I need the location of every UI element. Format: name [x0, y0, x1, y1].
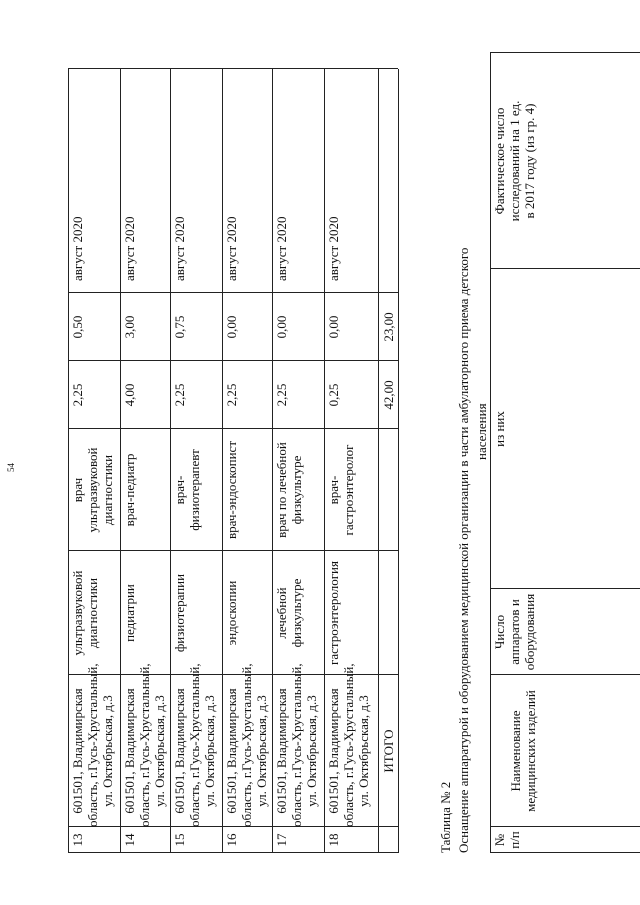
occupied-rates: 0,00: [224, 315, 239, 339]
table-grid-line: [222, 69, 223, 853]
position-line: гастроэнтеролог: [341, 444, 356, 536]
address-line: ул. Октябрьская, д.3: [202, 695, 217, 807]
header-of-them: из них: [492, 411, 507, 447]
target-date: август 2020: [172, 216, 187, 281]
position-line: физиотерапевт: [187, 449, 202, 531]
header-num: №: [492, 833, 507, 847]
table-grid-line: [324, 69, 325, 853]
occupied-rates: 0,75: [172, 315, 187, 339]
header-name: Наименование: [508, 710, 523, 792]
profile-line: эндоскопии: [224, 580, 239, 646]
table-grid-line: [490, 53, 491, 853]
profile-line: диагностики: [85, 577, 100, 649]
profile-line: педиатрии: [122, 584, 137, 642]
total-label: ИТОГО: [381, 729, 396, 773]
staff-rates: 0,25: [326, 383, 341, 407]
address-line: 601501, Владимирская: [172, 688, 187, 814]
table-grid-line: [68, 69, 69, 853]
staff-rates: 2,25: [274, 383, 289, 407]
address-line: 601501, Владимирская: [274, 688, 289, 814]
address-line: область, г.Гусь-Хрустальный,: [289, 663, 304, 827]
header-actual: исследований на 1 ед.: [507, 100, 522, 222]
row-number: 17: [274, 833, 289, 847]
address-line: область, г.Гусь-Хрустальный,: [137, 663, 152, 827]
address-line: область, г.Гусь-Хрустальный,: [239, 663, 254, 827]
total-occupied: 23,00: [381, 312, 396, 342]
staff-rates: 2,25: [70, 383, 85, 407]
target-date: август 2020: [122, 216, 137, 281]
position-line: врач-педиатр: [122, 453, 137, 527]
row-number: 16: [224, 833, 239, 847]
table-grid-line: [120, 69, 121, 853]
address-line: 601501, Владимирская: [122, 688, 137, 814]
header-count: оборудования: [522, 593, 537, 671]
position-line: диагностики: [100, 454, 115, 526]
header-count: Число: [492, 614, 507, 650]
address-line: ул. Октябрьская, д.3: [254, 695, 269, 807]
page-number: 54: [6, 463, 16, 472]
target-date: август 2020: [224, 216, 239, 281]
address-line: 601501, Владимирская: [70, 688, 85, 814]
table-grid-line: [398, 69, 399, 853]
address-line: область, г.Гусь-Хрустальный,: [85, 663, 100, 827]
profile-line: физиотерапии: [172, 573, 187, 653]
position-line: врач: [70, 477, 85, 503]
address-line: область, г.Гусь-Хрустальный,: [341, 663, 356, 827]
profile-line: ультразвуковой: [70, 570, 85, 656]
target-date: август 2020: [70, 216, 85, 281]
target-date: август 2020: [274, 216, 289, 281]
staff-rates: 4,00: [122, 383, 137, 407]
header-actual: Фактическое число: [492, 107, 507, 215]
position-line: врач по лечебной: [274, 442, 289, 538]
row-number: 18: [326, 833, 341, 847]
table-grid-line: [378, 69, 379, 853]
table-caption: Оснащение аппаратурой и оборудованием медицинской организации в части амбулаторного приема детского: [456, 247, 471, 853]
table-grid-line: [170, 69, 171, 853]
staff-rates: 2,25: [172, 383, 187, 407]
row-number: 14: [122, 833, 137, 847]
table-caption-cont: населения: [474, 403, 489, 460]
total-rates: 42,00: [381, 380, 396, 410]
table-grid-line: [272, 69, 273, 853]
position-line: врач-эндоскопист: [224, 440, 239, 540]
address-line: область, г.Гусь-Хрустальный,: [187, 663, 202, 827]
profile-line: лечебной: [274, 587, 289, 639]
address-line: ул. Октябрьская, д.3: [100, 695, 115, 807]
header-count: аппаратов и: [507, 599, 522, 665]
address-line: 601501, Владимирская: [326, 688, 341, 814]
address-line: ул. Октябрьская, д.3: [304, 695, 319, 807]
occupied-rates: 0,00: [274, 315, 289, 339]
header-actual: в 2017 году (из гр. 4): [522, 103, 537, 219]
row-number: 13: [70, 833, 85, 847]
address-line: 601501, Владимирская: [224, 688, 239, 814]
header-num: п/п: [507, 831, 522, 849]
address-line: ул. Октябрьская, д.3: [356, 695, 371, 807]
header-name: медицинских изделий: [523, 690, 538, 812]
position-line: врач-: [172, 475, 187, 505]
position-line: врач-: [326, 475, 341, 505]
table-label: Таблица № 2: [438, 781, 453, 853]
target-date: август 2020: [326, 216, 341, 281]
profile-line: физкультуре: [289, 578, 304, 648]
position-line: физкультуре: [289, 455, 304, 525]
row-number: 15: [172, 833, 187, 847]
occupied-rates: 0,00: [326, 315, 341, 339]
address-line: ул. Октябрьская, д.3: [152, 695, 167, 807]
staff-rates: 2,25: [224, 383, 239, 407]
occupied-rates: 0,50: [70, 315, 85, 339]
profile-line: гастроэнтерология: [326, 561, 341, 665]
position-line: ультразвуковой: [85, 447, 100, 533]
occupied-rates: 3,00: [122, 315, 137, 339]
